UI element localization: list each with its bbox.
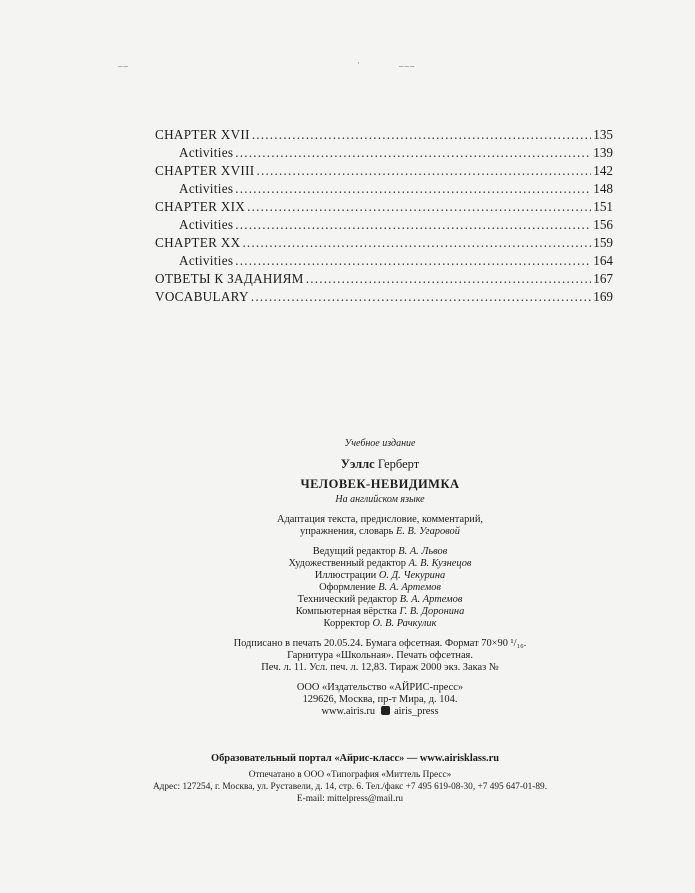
adaptation-line: упражнения, словарь Е. В. Угаровой [300,526,460,537]
toc-entry-page: 156 [593,217,613,232]
toc-entry-title: VOCABULARY [155,289,249,304]
toc-leader [235,252,591,270]
toc-entry-page: 148 [593,181,613,196]
publisher-web [230,706,530,718]
credit-line: Ведущий редактор В. А. Львов [312,546,448,557]
toc-leader [252,126,591,144]
toc-entry-title: Activities [179,253,234,268]
print-line: Печ. л. 11. Усл. печ. л. 12,83. Тираж 2000 экз. Заказ № [261,662,499,673]
author-last-name: Уэллс [340,457,375,471]
imprint [230,438,530,718]
toc-entry-title: Activities [179,181,234,196]
toc-entry[interactable] [155,252,613,270]
toc-entry-title: Activities [179,217,234,232]
toc-entry-page: 151 [593,199,613,214]
toc-entry-title: CHAPTER XX [155,235,241,250]
toc-entry-page: 142 [593,163,613,178]
publisher-address: 129626, Москва, пр-т Мира, д. 104. [302,694,458,705]
publisher-info [230,682,530,718]
toc-entry-page: 164 [593,253,613,268]
credit-line: Компьютерная вёрстка Г. В. Доронина [295,606,465,617]
printer-address: Адрес: 127254, г. Москва, ул. Руставели, д. 14, стр. 6. Тел./факс +7 495 619-08-30, +7 495 647-01-89. [152,782,548,792]
print-details [230,638,530,674]
printer-info [100,769,600,805]
toc-entry[interactable] [155,126,613,144]
publisher-name: ООО «Издательство «АЙРИС-пресс» [296,682,464,693]
language-note: На английском языке [335,494,425,505]
social-handle[interactable]: airis_press [394,706,439,717]
toc-entry-page: 139 [593,145,613,160]
toc-entry[interactable] [155,144,613,162]
header-mark: ___ [399,58,416,68]
table-of-contents [155,126,613,306]
adaptation-credit [230,514,530,538]
printer-name: Отпечатано в ООО «Типография «Миттель Пресс» [248,770,452,780]
print-line: Гарнитура «Школьная». Печать офсетная. [287,650,473,661]
toc-leader [251,288,591,306]
header-mark: __ [118,58,129,68]
credit-line: Оформление В. А. Артемов [319,582,441,593]
book-title: ЧЕЛОВЕК-НЕВИДИМКА [300,477,460,491]
toc-entry-page: 135 [593,127,613,142]
toc-leader [235,216,591,234]
toc-leader [235,180,591,198]
toc-entry-title: CHAPTER XVIII [155,163,255,178]
staff-credits [230,546,530,630]
printer-email: E-mail: mittelpress@mail.ru [296,794,404,804]
toc-entry-title: ОТВЕТЫ К ЗАДАНИЯМ [155,271,304,286]
print-line: Подписано в печать 20.05.24. Бумага офсетная. Формат 70×90 ¹/₁₆. [233,638,527,649]
toc-leader [242,234,591,252]
website-link[interactable]: www.airis.ru [321,706,376,717]
toc-entry[interactable] [155,162,613,180]
toc-entry-title: Activities [179,145,234,160]
toc-leader [247,198,591,216]
edition-label: Учебное издание [344,438,416,449]
toc-entry-title: CHAPTER XVII [155,127,250,142]
adaptation-name: Е. В. Угаровой [395,526,460,537]
toc-entry-page: 167 [593,271,613,286]
toc-leader [257,162,592,180]
header-mark: · [357,58,361,68]
toc-entry-title: CHAPTER XIX [155,199,246,214]
header-marks [0,58,695,68]
adaptation-line: Адаптация текста, предисловие, комментарий, [276,514,483,525]
credit-line: Технический редактор В. А. Артемов [297,594,463,605]
toc-entry[interactable] [155,216,613,234]
toc-entry[interactable] [155,234,613,252]
toc-entry-page: 159 [593,235,613,250]
author [230,457,530,472]
toc-leader [235,144,591,162]
toc-entry[interactable] [155,288,613,306]
toc-entry[interactable] [155,198,613,216]
toc-entry-page: 169 [593,289,613,304]
credit-line: Корректор О. В. Рачкулик [323,618,437,629]
author-first-name: Герберт [377,457,420,471]
credit-line: Художественный редактор А. В. Кузнецов [288,558,472,569]
credit-line: Иллюстрации О. Д. Чекурина [314,570,446,581]
toc-entry[interactable] [155,180,613,198]
vk-icon [381,706,390,715]
toc-entry[interactable] [155,270,613,288]
portal-line: Образовательный портал «Айрис-класс» — www.airisklass.ru [211,753,499,764]
toc-leader [306,270,592,288]
